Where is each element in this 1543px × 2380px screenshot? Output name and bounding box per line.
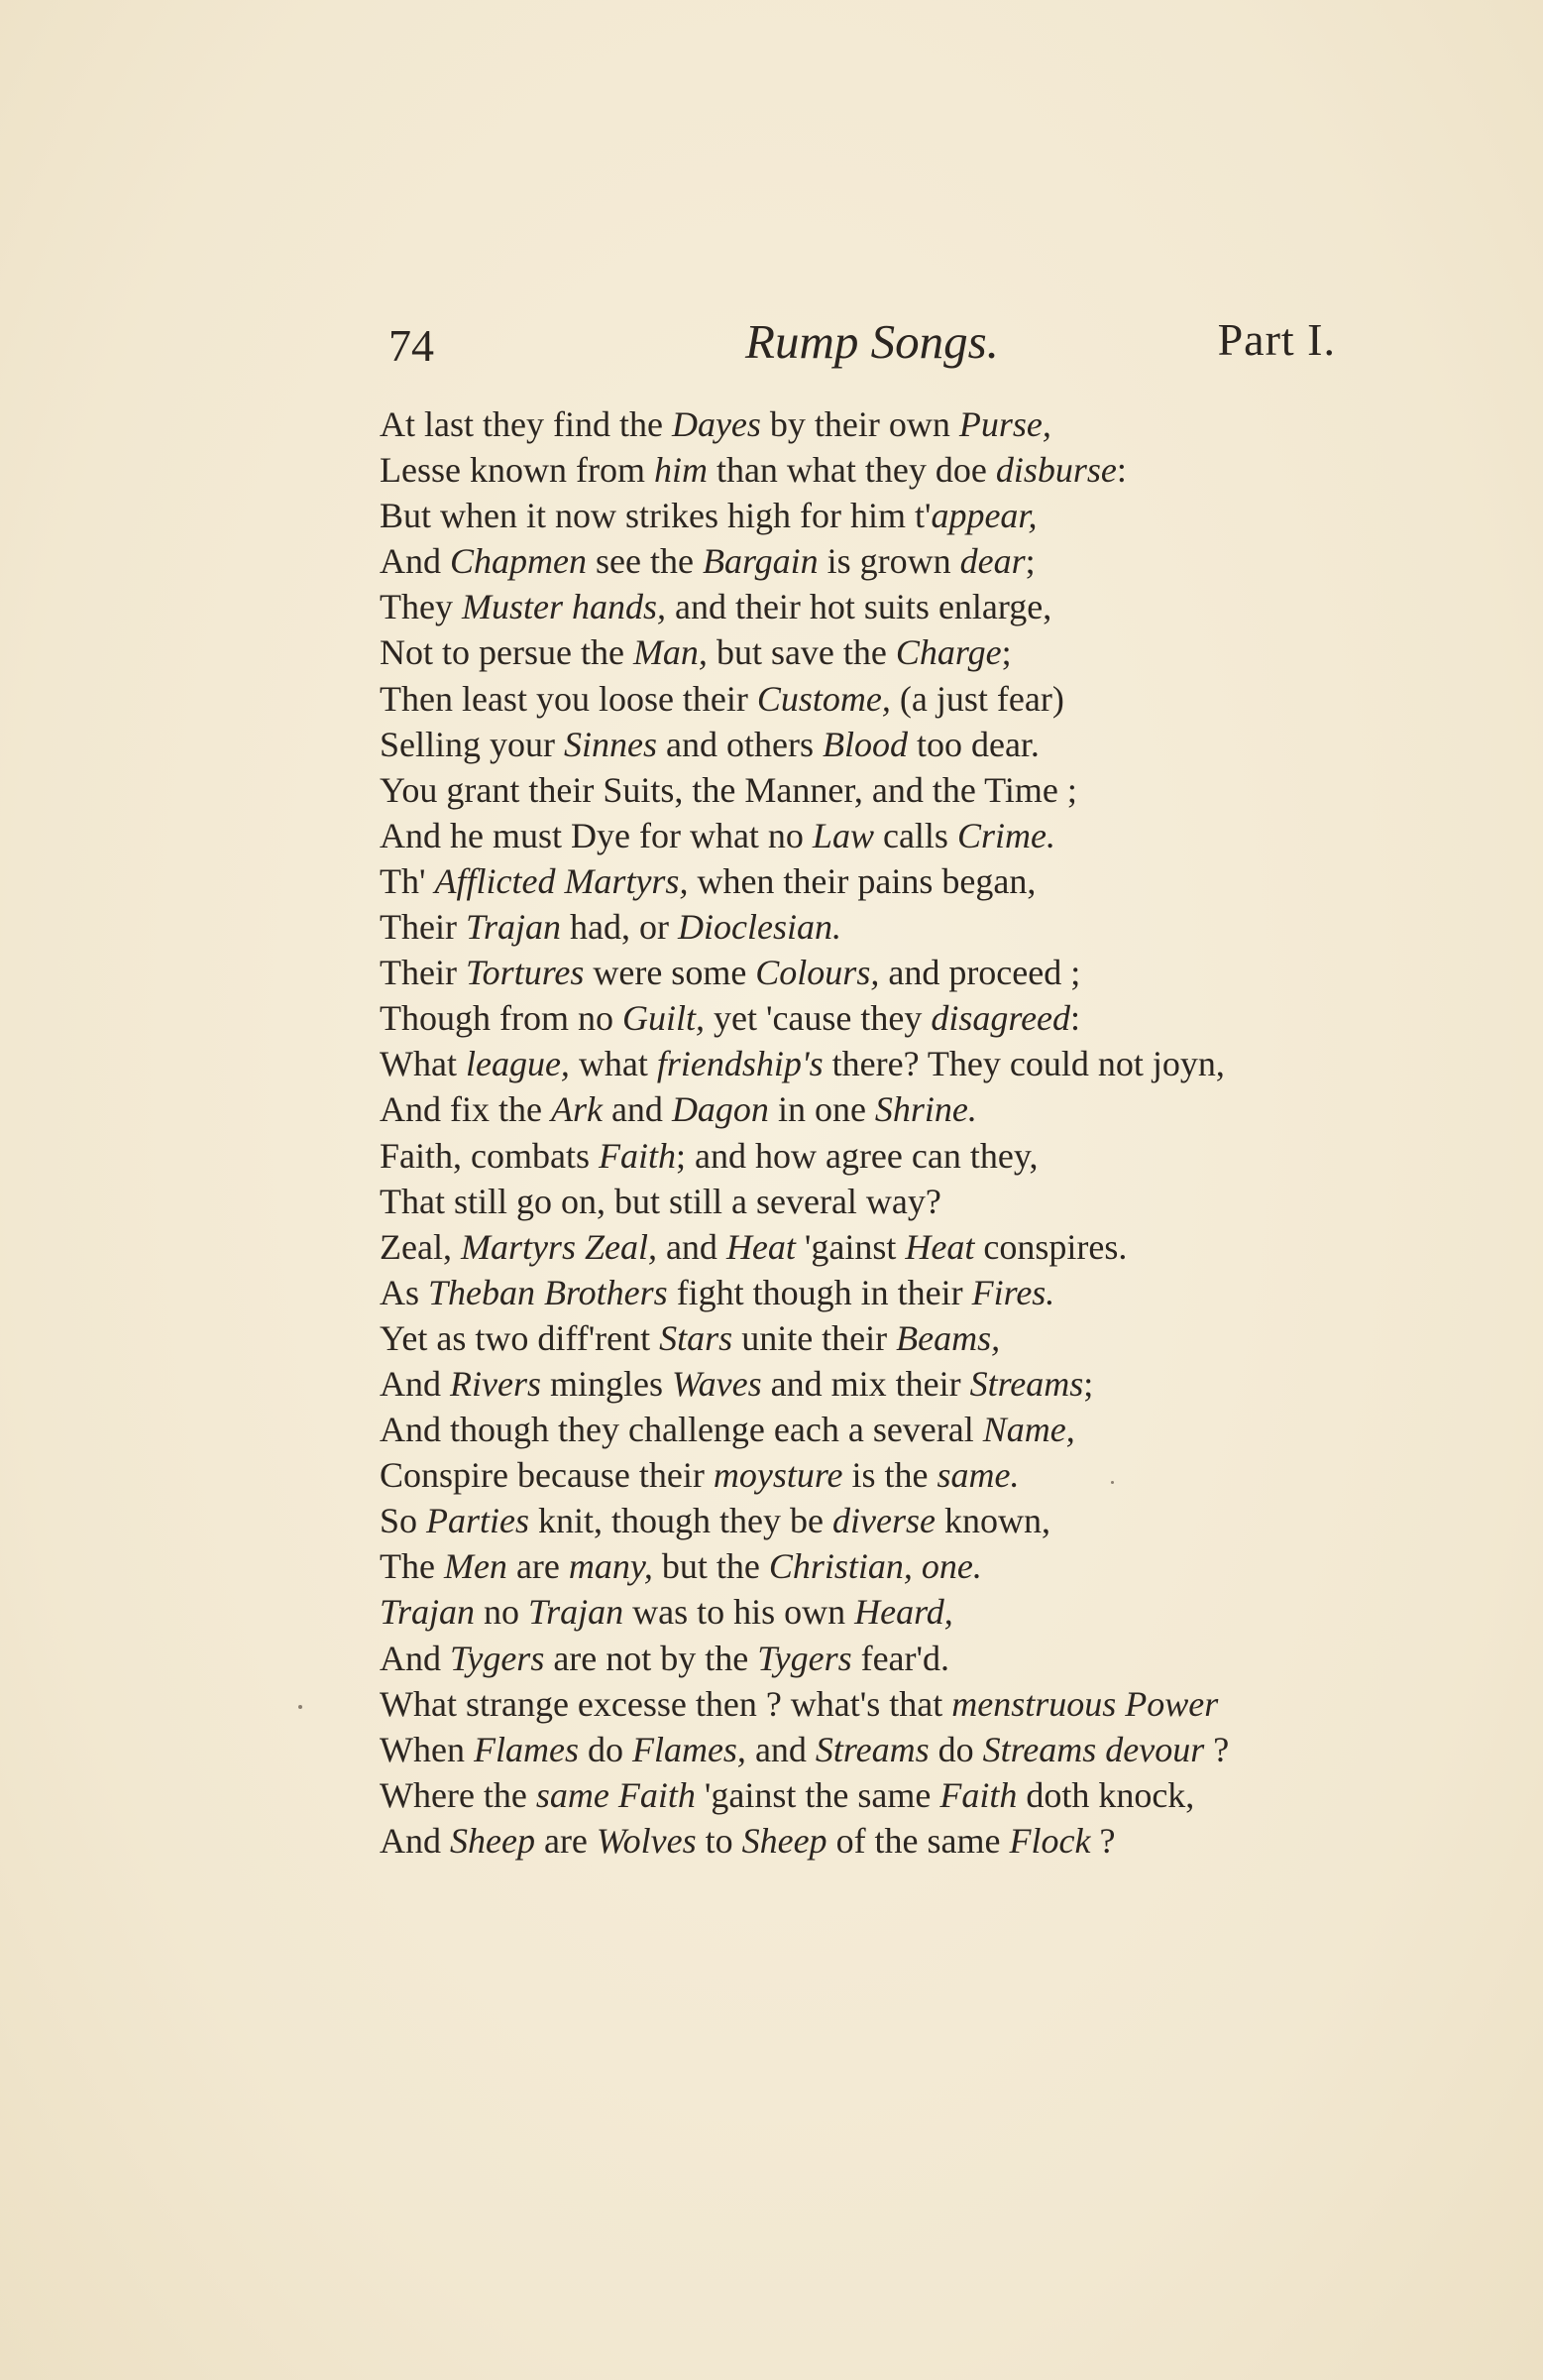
verse-text: Th' bbox=[380, 860, 435, 901]
verse-text: Conspire because their bbox=[380, 1455, 714, 1496]
italic-word: Heard, bbox=[854, 1592, 953, 1633]
verse-text: fight though in their bbox=[667, 1272, 972, 1312]
verse-text: And though they challenge each a several bbox=[380, 1410, 983, 1450]
verse-text: calls bbox=[873, 815, 957, 855]
verse-text: Zeal, bbox=[380, 1226, 461, 1267]
verse-text: and their hot suits enlarge, bbox=[665, 587, 1052, 627]
verse-text: of the same bbox=[827, 1820, 1010, 1861]
verse-line bbox=[380, 538, 1351, 584]
verse-text: That still go on, but still a several way? bbox=[380, 1181, 941, 1221]
italic-word: Theban Brothers bbox=[428, 1272, 668, 1312]
italic-word: Trajan bbox=[528, 1592, 624, 1633]
italic-word: Sinnes bbox=[564, 724, 657, 764]
italic-word: many, bbox=[568, 1546, 653, 1587]
verse-text: had, or bbox=[561, 907, 678, 948]
verse-text: Selling your bbox=[380, 724, 564, 764]
verse-text: were some bbox=[584, 953, 756, 993]
verse-text: and others bbox=[657, 724, 823, 764]
italic-word: moysture bbox=[713, 1455, 843, 1496]
italic-word: Beams, bbox=[896, 1317, 1001, 1358]
paper-speck bbox=[1111, 1481, 1114, 1484]
italic-word: Flames, bbox=[631, 1729, 746, 1769]
verse-line bbox=[380, 1452, 1351, 1498]
italic-word: Sheep bbox=[741, 1820, 827, 1861]
page-header bbox=[388, 313, 1336, 373]
verse-text: Their bbox=[380, 953, 466, 993]
verse-text: 'gainst the same bbox=[695, 1774, 940, 1815]
verse-text: no bbox=[475, 1592, 529, 1633]
italic-word: Crime. bbox=[956, 815, 1055, 855]
italic-word: menstruous Power bbox=[951, 1683, 1219, 1724]
verse-line bbox=[380, 1407, 1351, 1452]
italic-word: Tygers bbox=[450, 1638, 545, 1678]
verse-line bbox=[380, 858, 1351, 904]
italic-word: Bargain bbox=[702, 541, 819, 582]
verse-line bbox=[380, 1086, 1351, 1132]
italic-word: Shrine. bbox=[874, 1089, 977, 1130]
verse-text: ? bbox=[1090, 1820, 1116, 1861]
italic-word: dear bbox=[959, 541, 1026, 582]
verse-line bbox=[380, 813, 1351, 858]
italic-word: Dayes bbox=[671, 404, 761, 444]
verse-text: Not to persue the bbox=[380, 632, 633, 673]
verse-line bbox=[380, 1681, 1351, 1727]
verse-text: : bbox=[1070, 998, 1081, 1039]
italic-word: him bbox=[653, 450, 708, 491]
verse-text: 'gainst bbox=[795, 1226, 906, 1267]
verse-text: And bbox=[380, 1363, 450, 1404]
italic-word: appear, bbox=[931, 496, 1038, 536]
verse-text: are bbox=[534, 1820, 597, 1861]
verse-line bbox=[380, 447, 1351, 493]
verse-text: in one bbox=[768, 1089, 875, 1130]
italic-word: Afflicted Martyrs, bbox=[434, 860, 689, 901]
italic-word: Tygers bbox=[757, 1638, 852, 1678]
italic-word: Fires. bbox=[971, 1272, 1055, 1312]
italic-word: Guilt, bbox=[621, 998, 705, 1039]
italic-word: Charge bbox=[895, 632, 1002, 673]
italic-word: Heat bbox=[905, 1226, 975, 1267]
italic-word: Dagon bbox=[671, 1089, 769, 1130]
paper-speck bbox=[298, 1705, 302, 1709]
verse-text: And he must Dye for what no bbox=[380, 815, 813, 855]
italic-word: Heat bbox=[725, 1226, 796, 1267]
verse-text: ? bbox=[1204, 1729, 1230, 1769]
verse-text: What strange excesse then ? what's that bbox=[380, 1683, 952, 1724]
italic-word: same. bbox=[937, 1455, 1020, 1496]
italic-word: Streams bbox=[815, 1729, 930, 1769]
verse-text: there? They could not joyn, bbox=[823, 1044, 1225, 1084]
page-number: 74 bbox=[388, 320, 434, 371]
italic-word: Blood bbox=[822, 724, 908, 764]
verse-text: are bbox=[506, 1546, 569, 1587]
italic-word: Men bbox=[443, 1546, 507, 1587]
verse-text: And bbox=[380, 1820, 450, 1861]
verse-line bbox=[380, 1636, 1351, 1681]
verse-text: are not by the bbox=[544, 1638, 758, 1678]
italic-word: Streams devour bbox=[982, 1729, 1205, 1769]
verse-text: Their bbox=[380, 907, 466, 948]
verse-text: is grown bbox=[818, 541, 960, 582]
verse-text: ; and how agree can they, bbox=[675, 1135, 1039, 1176]
verse-text: Then least you loose their bbox=[380, 678, 757, 719]
verse-text: unite their bbox=[732, 1317, 897, 1358]
verse-text: by their own bbox=[760, 404, 959, 444]
italic-word: disburse bbox=[995, 450, 1117, 491]
verse-line bbox=[380, 1361, 1351, 1407]
verse-text: What bbox=[380, 1044, 466, 1084]
verse-text: Though from no bbox=[380, 998, 622, 1039]
verse-text: Faith, combats bbox=[380, 1135, 599, 1176]
verse-text: The bbox=[380, 1546, 444, 1587]
italic-word: disagreed bbox=[931, 998, 1071, 1039]
italic-word: Christian, one. bbox=[768, 1546, 982, 1587]
verse-line bbox=[380, 1818, 1351, 1864]
verse-text: At last they find the bbox=[380, 404, 672, 444]
verse-line bbox=[380, 1589, 1351, 1635]
verse-line bbox=[380, 1543, 1351, 1589]
verse-text: You grant their Suits, the Manner, and the Time ; bbox=[380, 769, 1077, 810]
verse-line bbox=[380, 1772, 1351, 1818]
verse-line bbox=[380, 904, 1351, 950]
verse-text: and bbox=[656, 1226, 726, 1267]
italic-word: friendship's bbox=[656, 1044, 824, 1084]
verse-line bbox=[380, 722, 1351, 767]
italic-word: Streams bbox=[969, 1363, 1084, 1404]
verse-text: Where the bbox=[380, 1774, 536, 1815]
italic-word: Ark bbox=[550, 1089, 603, 1130]
verse-line bbox=[380, 493, 1351, 538]
italic-word: Law bbox=[812, 815, 874, 855]
verse-text: Yet as two diff'rent bbox=[380, 1317, 660, 1358]
verse-text: and mix their bbox=[761, 1363, 970, 1404]
verse-text: When bbox=[380, 1729, 474, 1769]
verse-text: see the bbox=[587, 541, 703, 582]
verse-text: Lesse known from bbox=[380, 450, 654, 491]
verse-text: do bbox=[578, 1729, 632, 1769]
italic-word: Stars bbox=[659, 1317, 733, 1358]
verse-text: what bbox=[569, 1044, 657, 1084]
verse-text: And bbox=[380, 541, 450, 582]
verse-text: As bbox=[380, 1272, 429, 1312]
poem-verse bbox=[380, 401, 1351, 1864]
verse-text: ; bbox=[1025, 541, 1036, 582]
verse-text: and proceed ; bbox=[879, 953, 1081, 993]
verse-text: (a just fear) bbox=[890, 678, 1064, 719]
italic-word: same Faith bbox=[535, 1774, 696, 1815]
verse-text: do bbox=[929, 1729, 983, 1769]
verse-text: yet 'cause they bbox=[704, 998, 932, 1039]
italic-word: Name, bbox=[982, 1410, 1075, 1450]
italic-word: Faith bbox=[939, 1774, 1018, 1815]
verse-line bbox=[380, 676, 1351, 722]
verse-text: and bbox=[602, 1089, 672, 1130]
italic-word: Man, bbox=[632, 632, 708, 673]
verse-text: conspires. bbox=[974, 1226, 1128, 1267]
italic-word: Chapmen bbox=[450, 541, 587, 582]
running-title: Rump Songs. bbox=[745, 314, 999, 369]
verse-line bbox=[380, 629, 1351, 675]
verse-line bbox=[380, 1315, 1351, 1361]
verse-line bbox=[380, 1179, 1351, 1224]
italic-word: Sheep bbox=[450, 1820, 535, 1861]
italic-word: Rivers bbox=[450, 1363, 541, 1404]
verse-line bbox=[380, 401, 1351, 447]
verse-text: when their pains began, bbox=[688, 860, 1037, 901]
verse-line bbox=[380, 1270, 1351, 1315]
verse-text: fear'd. bbox=[851, 1638, 950, 1678]
verse-text: But when it now strikes high for him t' bbox=[380, 496, 932, 536]
italic-word: Wolves bbox=[596, 1820, 697, 1861]
verse-line bbox=[380, 1133, 1351, 1179]
italic-word: Waves bbox=[671, 1363, 762, 1404]
italic-word: Martyrs Zeal, bbox=[460, 1226, 657, 1267]
verse-line bbox=[380, 950, 1351, 995]
verse-text: than what they doe bbox=[707, 450, 996, 491]
verse-text: is the bbox=[842, 1455, 937, 1496]
verse-text: : bbox=[1116, 450, 1127, 491]
verse-line bbox=[380, 767, 1351, 813]
verse-line bbox=[380, 995, 1351, 1041]
verse-text: but the bbox=[652, 1546, 769, 1587]
verse-text: ; bbox=[1083, 1363, 1094, 1404]
italic-word: Flock bbox=[1009, 1820, 1091, 1861]
italic-word: Trajan bbox=[380, 1592, 476, 1633]
verse-text: And fix the bbox=[380, 1089, 551, 1130]
italic-word: Faith bbox=[598, 1135, 676, 1176]
verse-text: mingles bbox=[540, 1363, 672, 1404]
italic-word: Flames bbox=[473, 1729, 579, 1769]
verse-text: and bbox=[745, 1729, 816, 1769]
verse-line bbox=[380, 1498, 1351, 1543]
italic-word: league, bbox=[465, 1044, 570, 1084]
italic-word: Tortures bbox=[465, 953, 585, 993]
verse-text: And bbox=[380, 1638, 450, 1678]
italic-word: Parties bbox=[426, 1501, 530, 1541]
verse-line bbox=[380, 1224, 1351, 1270]
verse-line bbox=[380, 1727, 1351, 1772]
verse-text: but save the bbox=[707, 632, 896, 673]
verse-text: They bbox=[380, 587, 462, 627]
italic-word: Purse, bbox=[958, 404, 1051, 444]
verse-text: doth knock, bbox=[1017, 1774, 1195, 1815]
verse-text: too dear. bbox=[907, 724, 1040, 764]
verse-text: knit, though they be bbox=[529, 1501, 832, 1541]
italic-word: Custome, bbox=[756, 678, 891, 719]
verse-text: was to his own bbox=[623, 1592, 855, 1633]
verse-text: So bbox=[380, 1501, 427, 1541]
verse-line bbox=[380, 584, 1351, 629]
italic-word: Colours, bbox=[755, 953, 880, 993]
verse-text: ; bbox=[1001, 632, 1012, 673]
italic-word: Dioclesian. bbox=[677, 907, 841, 948]
verse-text: known, bbox=[935, 1501, 1050, 1541]
part-label: Part I. bbox=[1217, 314, 1336, 365]
italic-word: Trajan bbox=[465, 907, 562, 948]
italic-word: diverse bbox=[832, 1501, 936, 1541]
italic-word: Muster hands, bbox=[461, 587, 666, 627]
verse-line bbox=[380, 1041, 1351, 1086]
verse-text: to bbox=[696, 1820, 742, 1861]
